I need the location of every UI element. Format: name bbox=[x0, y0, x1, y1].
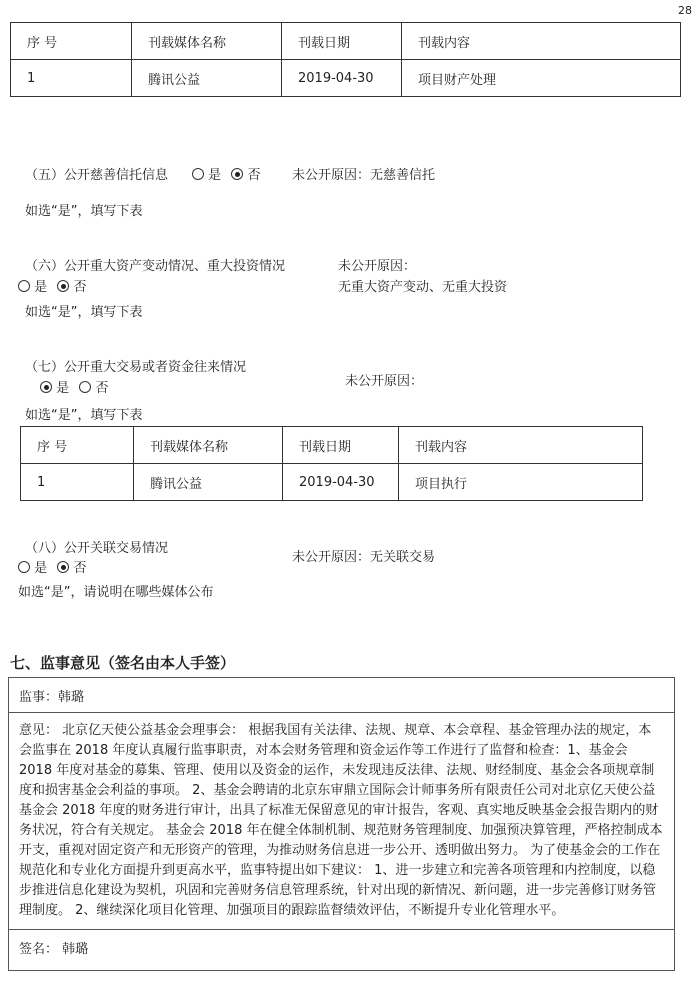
cell-no: 1 bbox=[21, 464, 134, 501]
media-table-1 bbox=[10, 22, 681, 97]
sec8-no-radio[interactable] bbox=[57, 561, 69, 573]
table-header-row bbox=[11, 23, 681, 60]
sec5-reason: 未公开原因：无慈善信托 bbox=[292, 168, 436, 183]
table-header-row bbox=[21, 427, 643, 464]
sec6-fill-note: 如选“是”，填写下表 bbox=[25, 305, 143, 320]
sec5-no-label: 否 bbox=[247, 168, 261, 183]
cell-content: 项目执行 bbox=[399, 464, 643, 501]
sec6-title: （六）公开重大资产变动情况、重大投资情况 bbox=[25, 259, 286, 274]
sec7-options bbox=[40, 377, 108, 396]
sec7-fill-note: 如选“是”，填写下表 bbox=[25, 408, 143, 423]
sec8-fill-note: 如选“是”，请说明在哪些媒体公布 bbox=[18, 585, 214, 600]
sec8-options bbox=[18, 557, 86, 576]
sec5-fill-note: 如选“是”，填写下表 bbox=[25, 204, 143, 219]
header-cell: 刊载媒体名称 bbox=[132, 23, 282, 60]
sec8-yes-label: 是 bbox=[34, 561, 48, 576]
sec5-yes-radio[interactable] bbox=[192, 168, 204, 180]
header-cell: 刊载日期 bbox=[282, 23, 402, 60]
sec6-yes-radio[interactable] bbox=[18, 280, 30, 292]
supervisor-box bbox=[8, 677, 675, 971]
sec7-yes-radio[interactable] bbox=[40, 381, 52, 393]
media-table-2 bbox=[20, 426, 643, 501]
cell-no: 1 bbox=[11, 60, 132, 97]
sec7-no-label: 否 bbox=[95, 381, 109, 396]
sec6-reason: 无重大资产变动、无重大投资 bbox=[338, 280, 508, 295]
sec6-reason-label: 未公开原因： bbox=[338, 259, 417, 274]
cell-media: 腾讯公益 bbox=[132, 60, 282, 97]
header-cell: 刊载日期 bbox=[283, 427, 399, 464]
sec7-no-radio[interactable] bbox=[79, 381, 91, 393]
cell-date: 2019-04-30 bbox=[283, 464, 399, 501]
sec8-no-label: 否 bbox=[73, 561, 87, 576]
sec5-no-radio[interactable] bbox=[231, 168, 243, 180]
sec8-reason: 未公开原因：无关联交易 bbox=[292, 550, 436, 565]
sec6-yes-label: 是 bbox=[34, 280, 48, 295]
header-cell: 刊载内容 bbox=[399, 427, 643, 464]
sec5-options bbox=[192, 164, 260, 183]
header-cell: 刊载媒体名称 bbox=[134, 427, 283, 464]
sec6-no-radio[interactable] bbox=[57, 280, 69, 292]
signature-line: 签名： 韩璐 bbox=[19, 942, 89, 957]
sec7-yes-label: 是 bbox=[56, 381, 70, 396]
sec5-title: （五）公开慈善信托信息 bbox=[25, 168, 169, 183]
cell-content: 项目财产处理 bbox=[402, 60, 681, 97]
supervisor-opinion: 意见： 北京亿天使公益基金会理事会： 根据我国有关法律、法规、规章、本会章程、基金管理办法的规定，本会监事在 2018 年度认真履行监事职责，对本会财务管理和资金运作等工作进行了监督和检查：1、基金会 2018 年度对基金的募集、管理、使用以及资金的运作，未发现违反法律、法规、财经制度、基金会各项规章制度和损害基金会利益的事项。 2、基金会聘请的北京东审鼎立国际会计师事务所有限责任公司对北京亿天使公益基金会 2018 年度的财务进行审计，出具了标准无保留意见的审计报告，客观、真实地反映基金会报告期内的财务状况，符合有关规定。 基金会 2018 年在健全体制机制、规范财务管理制度、加强预决算管理，严格控制成本开支，重视对固定资产和无形资产的管理，为推动财务信息进一步公开、透明做出努力。 为了使基金会的工作在规范化和专业化方面提升到更高水平，监事特提出如下建议： 1、进一步建立和完善各项管理和内控制度，以稳步推进信息化建设为契机，巩固和完善财务信息管理系统，针对出现的新情况、新问题，进一步完善修订财务管理制度。 2、继续深化项目化管理、加强项目的跟踪监督绩效评估，不断提升专业化管理水平。 bbox=[9, 713, 674, 930]
header-cell: 序 号 bbox=[21, 427, 134, 464]
sec6-no-label: 否 bbox=[73, 280, 87, 295]
sec7-reason: 未公开原因： bbox=[345, 374, 424, 389]
sec6-options bbox=[18, 276, 86, 295]
header-cell: 刊载内容 bbox=[402, 23, 681, 60]
header-cell: 序 号 bbox=[11, 23, 132, 60]
sec8-title: （八）公开关联交易情况 bbox=[25, 541, 169, 556]
sec8-yes-radio[interactable] bbox=[18, 561, 30, 573]
supervisor-section-title: 七、监事意见（签名由本人手签） bbox=[10, 654, 236, 672]
sec7-title: （七）公开重大交易或者资金往来情况 bbox=[25, 360, 247, 375]
page-number: 28 bbox=[678, 4, 692, 17]
cell-date: 2019-04-30 bbox=[282, 60, 402, 97]
cell-media: 腾讯公益 bbox=[134, 464, 283, 501]
supervisor-line: 监事：韩璐 bbox=[9, 678, 674, 713]
table-row bbox=[21, 464, 643, 501]
table-row bbox=[11, 60, 681, 97]
sec5-yes-label: 是 bbox=[208, 168, 222, 183]
